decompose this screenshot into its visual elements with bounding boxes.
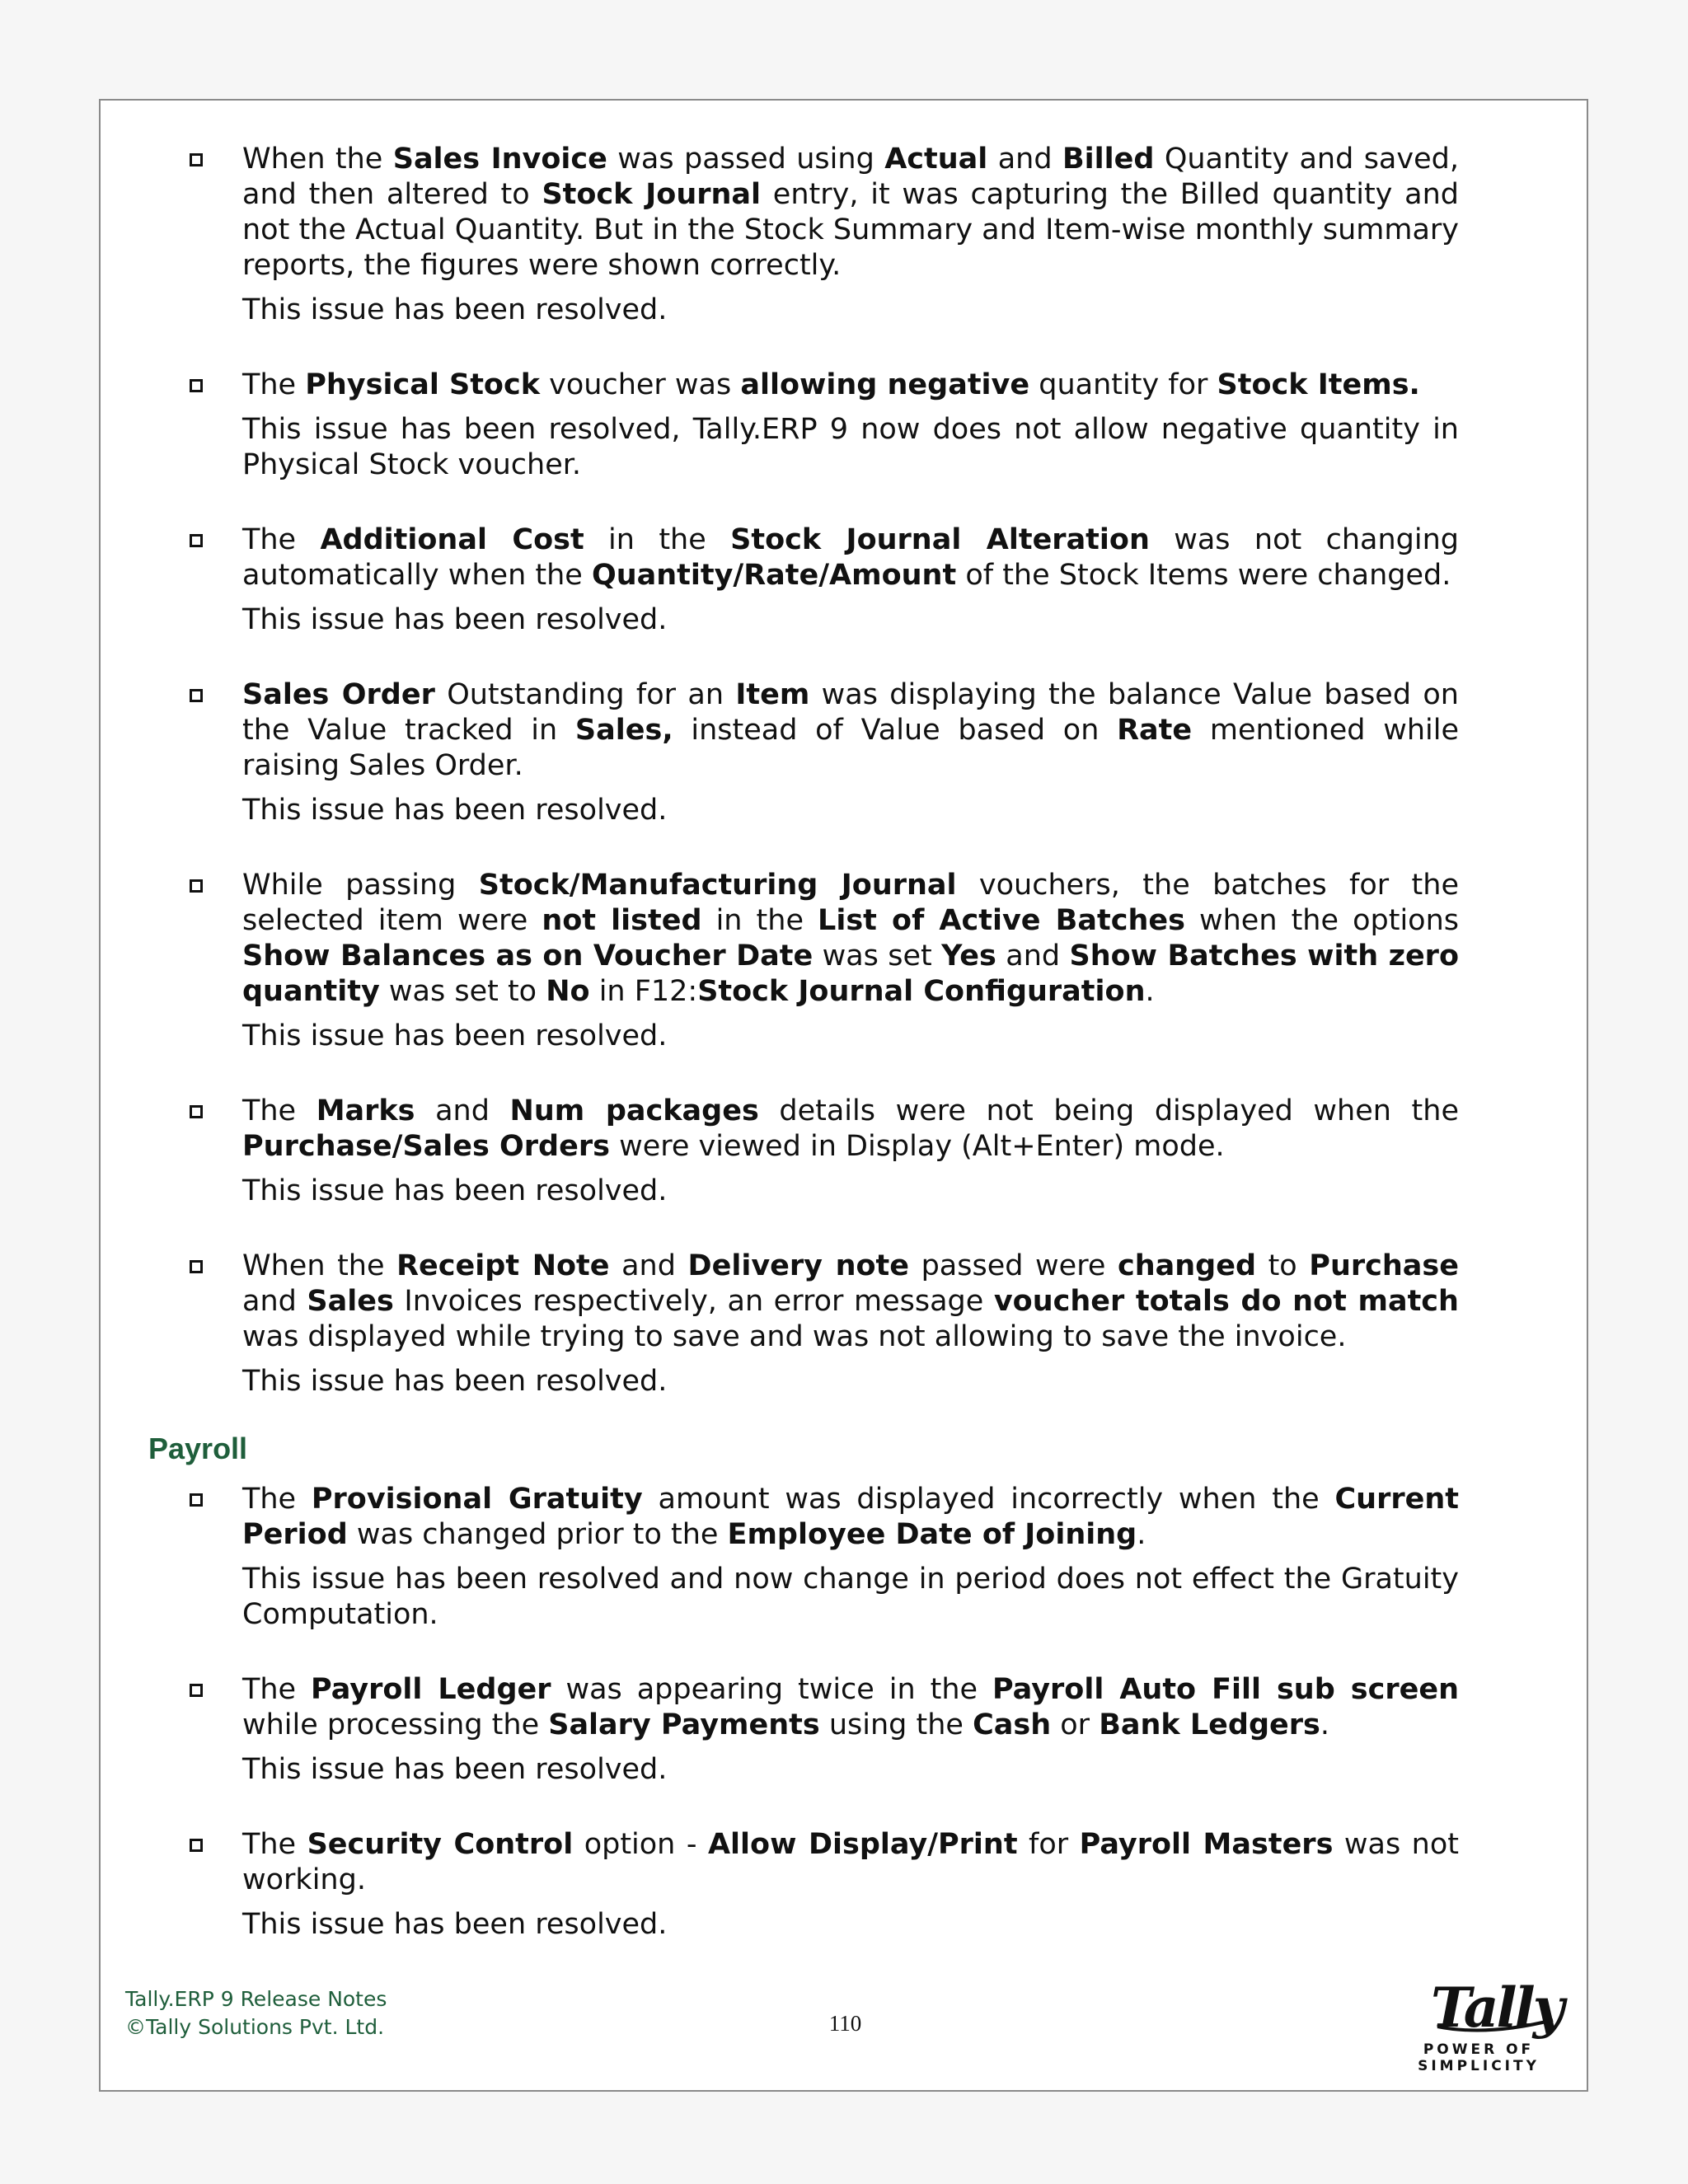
square-bullet-icon	[190, 879, 203, 893]
text-run: mentioned while raising Sales Order.	[242, 714, 1459, 782]
bold-term: Payroll Auto Fill sub screen	[992, 1673, 1459, 1706]
text-run: were viewed in Display (Alt+Enter) mode.	[609, 1130, 1225, 1163]
bold-term: Stock Journal	[542, 178, 762, 211]
text-run: when the options	[1184, 904, 1459, 937]
bold-term: Show Batches with zero quantity	[242, 940, 1459, 1008]
issue-resolution: This issue has been resolved.	[242, 794, 668, 827]
text-run: While passing	[242, 869, 479, 902]
text-run: The	[242, 1828, 307, 1861]
bold-term: Salary Payments	[548, 1708, 820, 1741]
issue-resolution: This issue has been resolved.	[242, 603, 668, 636]
issue-description	[242, 1827, 1459, 1898]
text-run: and	[242, 1285, 307, 1318]
square-bullet-icon	[190, 1493, 203, 1507]
bold-term: Stock Journal Configuration	[697, 975, 1146, 1008]
issue-description	[242, 868, 1459, 1010]
text-run: in the	[584, 523, 731, 556]
text-run: When the	[242, 1249, 397, 1282]
issue-text	[242, 1094, 1459, 1209]
bold-term: Billed	[1062, 143, 1155, 176]
issue-item	[190, 142, 1508, 328]
text-run: and	[987, 143, 1062, 176]
text-run: was changed prior to the	[347, 1518, 728, 1551]
text-run: option -	[573, 1828, 708, 1861]
text-run: instead of Value based on	[673, 714, 1118, 747]
bold-term: Allow Display/Print	[707, 1828, 1018, 1861]
text-run: .	[1137, 1518, 1146, 1551]
payroll-issue-list	[190, 1482, 1508, 1943]
square-bullet-icon	[190, 1105, 203, 1118]
release-notes-content	[148, 142, 1508, 1982]
text-run: and	[609, 1249, 688, 1282]
text-run: was set	[813, 940, 942, 972]
issue-description	[242, 677, 1459, 784]
text-run: was not changing automatically when the	[242, 523, 1459, 592]
bold-term: Num packages	[509, 1094, 759, 1127]
footer-doc-title: Tally.ERP 9 Release Notes	[125, 1987, 387, 2011]
tally-logo	[1380, 1975, 1578, 2074]
bold-term: Employee Date of Joining	[727, 1518, 1137, 1551]
bold-term: Payroll Ledger	[311, 1673, 551, 1706]
issue-resolution: This issue has been resolved, Tally.ERP 9 now does not allow negative quantity in Physical Stock voucher.	[242, 413, 1459, 481]
bullet-column	[190, 1827, 242, 1943]
bold-term: not listed	[542, 904, 702, 937]
text-run: Quantity and saved, and then altered to	[242, 143, 1459, 211]
issue-item	[190, 677, 1508, 828]
issue-text	[242, 868, 1459, 1054]
issue-item	[190, 1094, 1508, 1209]
bold-term: Quantity/Rate/Amount	[591, 559, 957, 592]
logo-tagline: POWER OF SIMPLICITY	[1418, 2041, 1540, 2074]
bold-term: No	[546, 975, 590, 1008]
bold-term: voucher totals do not match	[993, 1285, 1459, 1318]
text-run: The	[242, 1094, 316, 1127]
square-bullet-icon	[190, 1684, 203, 1697]
bold-term: Purchase	[1309, 1249, 1459, 1282]
bold-term: Sales,	[574, 714, 673, 747]
bullet-column	[190, 523, 242, 638]
bold-term: Stock/Manufacturing Journal	[478, 869, 957, 902]
text-run: The	[242, 1673, 312, 1706]
bullet-column	[190, 142, 242, 328]
issue-item	[190, 523, 1508, 638]
footer-copyright: ©Tally Solutions Pvt. Ltd.	[125, 2015, 385, 2039]
text-run: The	[242, 368, 306, 401]
bullet-column	[190, 677, 242, 828]
issue-text	[242, 368, 1459, 483]
bold-term: Security Control	[307, 1828, 574, 1861]
text-run: was passed using	[607, 143, 885, 176]
text-run: Invoices respectively, an error message	[393, 1285, 994, 1318]
text-run: was appearing twice in the	[551, 1673, 992, 1706]
square-bullet-icon	[190, 689, 203, 702]
text-run: and	[996, 940, 1070, 972]
issue-item	[190, 1249, 1508, 1399]
text-run: was displaying the balance Value based on the Value tracked in	[242, 678, 1459, 747]
square-bullet-icon	[190, 153, 203, 166]
bold-term: Yes	[941, 940, 996, 972]
issue-resolution: This issue has been resolved.	[242, 1908, 668, 1941]
bold-term: Physical Stock	[305, 368, 541, 401]
text-run: The	[242, 523, 321, 556]
bullet-column	[190, 1249, 242, 1399]
bold-term: Additional Cost	[320, 523, 584, 556]
issue-description	[242, 1094, 1459, 1165]
bold-term: Show Balances as on Voucher Date	[242, 940, 814, 972]
bullet-column	[190, 368, 242, 483]
bold-term: allowing negative	[740, 368, 1030, 401]
bold-term: Bank Ledgers	[1099, 1708, 1320, 1741]
issue-text	[242, 1249, 1459, 1399]
issue-description	[242, 523, 1459, 593]
issue-text	[242, 1672, 1459, 1788]
bold-term: Stock Journal Alteration	[730, 523, 1150, 556]
issue-item	[190, 868, 1508, 1054]
issue-description	[242, 1672, 1459, 1743]
bold-term: Actual	[884, 143, 988, 176]
bold-term: Sales Invoice	[392, 143, 607, 176]
text-run: entry, it was capturing the Billed quantity and not the Actual Quantity. But in the Stock Summary and Item-wise monthly summary reports, the figures were shown correctly.	[242, 178, 1460, 282]
bold-term: Cash	[973, 1708, 1052, 1741]
inventory-issue-list	[190, 142, 1508, 1399]
text-run: quantity for	[1029, 368, 1217, 401]
bold-term: Current Period	[242, 1483, 1459, 1551]
text-run: The	[242, 1483, 312, 1516]
issue-description	[242, 1482, 1459, 1553]
issue-text	[242, 1827, 1459, 1943]
text-run: for	[1017, 1828, 1080, 1861]
text-run: Outstanding for an	[434, 678, 736, 711]
issue-description	[242, 1249, 1459, 1355]
bullet-column	[190, 1094, 242, 1209]
issue-text	[242, 523, 1459, 638]
bold-term: Purchase/Sales Orders	[242, 1130, 610, 1163]
issue-text	[242, 142, 1459, 328]
text-run: of the Stock Items were changed.	[956, 559, 1451, 592]
bullet-column	[190, 868, 242, 1054]
bold-term: Rate	[1117, 714, 1193, 747]
text-run: .	[1320, 1708, 1329, 1741]
page-frame	[99, 99, 1588, 2092]
text-run: .	[1145, 975, 1155, 1008]
logo-wordmark: Tally	[1431, 1975, 1563, 2040]
square-bullet-icon	[190, 1839, 203, 1852]
issue-resolution: This issue has been resolved.	[242, 293, 668, 326]
issue-resolution: This issue has been resolved.	[242, 1365, 668, 1398]
text-run: in F12:	[589, 975, 698, 1008]
text-run: voucher was	[540, 368, 741, 401]
bullet-column	[190, 1482, 242, 1633]
bold-term: Item	[735, 678, 810, 711]
text-run: and	[415, 1094, 510, 1127]
square-bullet-icon	[190, 534, 203, 547]
text-run: When the	[242, 143, 393, 176]
text-run: amount was displayed incorrectly when the	[642, 1483, 1335, 1516]
text-run: to	[1256, 1249, 1310, 1282]
issue-resolution: This issue has been resolved and now change in period does not effect the Gratuity Computation.	[242, 1563, 1459, 1631]
square-bullet-icon	[190, 1260, 203, 1273]
issue-text	[242, 1482, 1459, 1633]
bold-term: Receipt Note	[396, 1249, 610, 1282]
bold-term: Sales	[307, 1285, 394, 1318]
issue-description	[242, 368, 1459, 403]
bold-term: Marks	[316, 1094, 415, 1127]
text-run: in the	[701, 904, 818, 937]
text-run: was not working.	[242, 1828, 1459, 1896]
text-run: vouchers, the batches for the selected item were	[242, 869, 1459, 937]
issue-text	[242, 677, 1459, 828]
text-run: while processing the	[242, 1708, 549, 1741]
bold-term: Delivery note	[687, 1249, 910, 1282]
issue-resolution: This issue has been resolved.	[242, 1019, 668, 1052]
page-number: 110	[828, 2011, 862, 2036]
square-bullet-icon	[190, 379, 203, 392]
issue-description	[242, 142, 1459, 284]
text-run: using the	[819, 1708, 973, 1741]
issue-item	[190, 1827, 1508, 1943]
bold-term: List of Active Batches	[818, 904, 1185, 937]
text-run: was set to	[379, 975, 546, 1008]
bullet-column	[190, 1672, 242, 1788]
text-run: passed were	[909, 1249, 1118, 1282]
bold-term: Stock Items.	[1217, 368, 1420, 401]
issue-resolution: This issue has been resolved.	[242, 1753, 668, 1786]
text-run: details were not being displayed when the	[758, 1094, 1459, 1127]
text-run: was displayed while trying to save and was not allowing to save the invoice.	[242, 1320, 1347, 1353]
text-run: or	[1051, 1708, 1100, 1741]
bold-term: Sales Order	[242, 678, 435, 711]
bold-term: changed	[1117, 1249, 1256, 1282]
issue-resolution: This issue has been resolved.	[242, 1174, 668, 1207]
issue-item	[190, 368, 1508, 483]
issue-item	[190, 1482, 1508, 1633]
section-heading-payroll: Payroll	[148, 1432, 248, 1465]
bold-term: Payroll Masters	[1079, 1828, 1334, 1861]
issue-item	[190, 1672, 1508, 1788]
bold-term: Provisional Gratuity	[311, 1483, 643, 1516]
